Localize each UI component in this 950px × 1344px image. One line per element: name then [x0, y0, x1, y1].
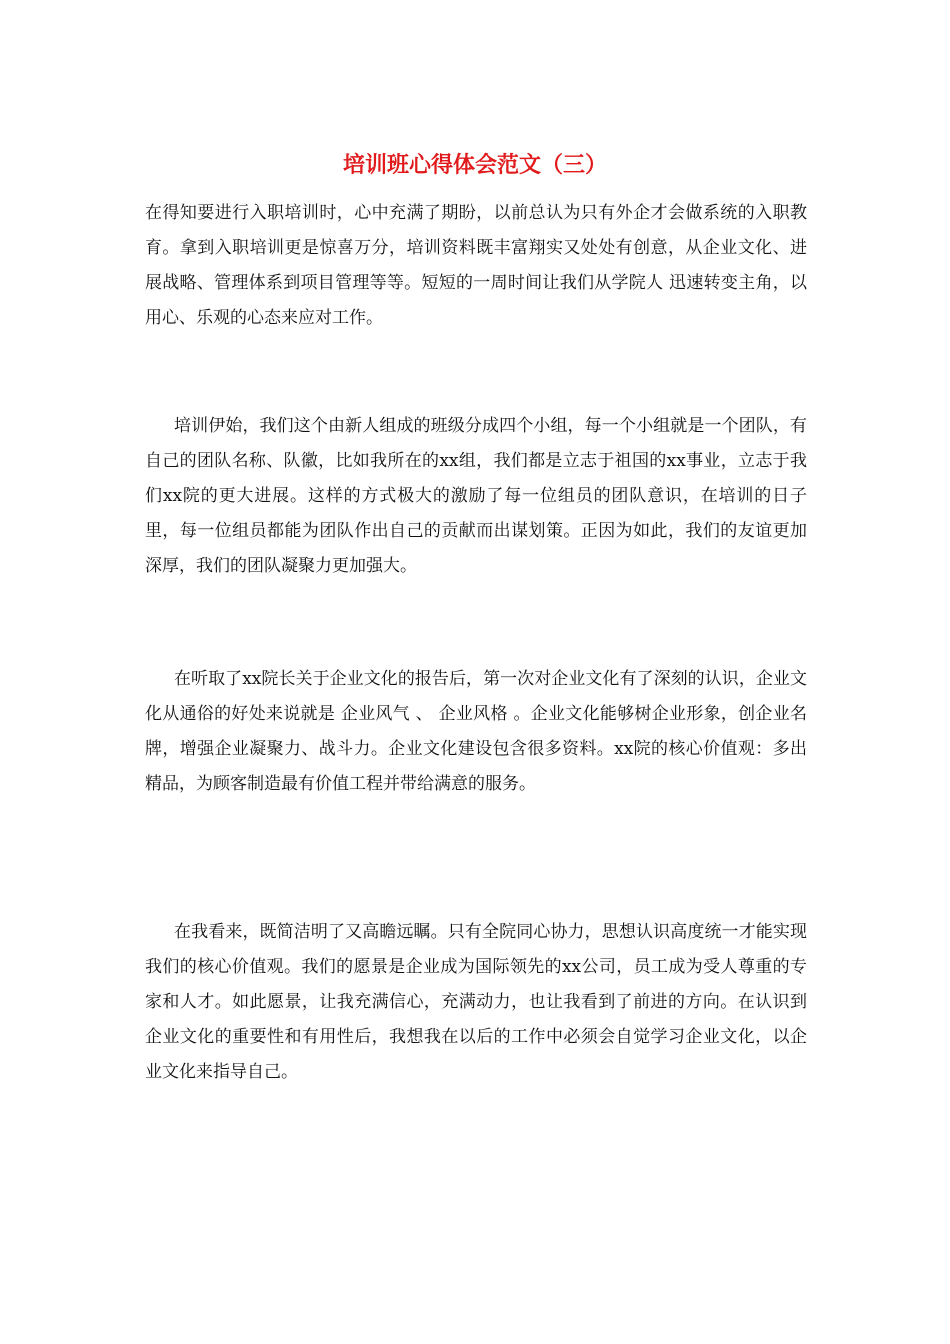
paragraph-1: 在得知要进行入职培训时，心中充满了期盼，以前总认为只有外企才会做系统的入职教育。拿到入职培训更是惊喜万分，培训资料既丰富翔实又处处有创意，从企业文化、进展战略、管理体系到项目管理等等。短短的一周时间让我们从学院人 迅速转变主角，以用心、乐观的心态来应对工作。 — [145, 203, 807, 328]
paragraph-4: 在我看来，既简洁明了又高瞻远瞩。只有全院同心协力，思想认识高度统一才能实现我们的核心价值观。我们的愿景是企业成为国际领先的xx公司，员工成为受人尊重的专家和人才。如此愿景，让我充满信心，充满动力，也让我看到了前进的方向。在认识到企业文化的重要性和有用性后，我想我在以后的工作中必须会自觉学习企业文化，以企业文化来指导自己。 — [145, 922, 807, 1082]
document-title: 培训班心得体会范文（三） — [342, 152, 607, 178]
paragraph-3: 在听取了xx院长关于企业文化的报告后，第一次对企业文化有了深刻的认识，企业文化从通俗的好处来说就是 企业风气 、 企业风格 。企业文化能够树企业形象，创企业名牌，增强企业凝聚力、战斗力。企业文化建设包含很多资料。xx院的核心价值观：多出精品，为顾客制造最有价值工程并带给满意的服务。 — [145, 669, 807, 794]
paragraph-2: 培训伊始，我们这个由新人组成的班级分成四个小组，每一个小组就是一个团队，有自己的团队名称、队徽，比如我所在的xx组，我们都是立志于祖国的xx事业，立志于我们xx院的更大进展。这样的方式极大的激励了每一位组员的团队意识，在培训的日子里，每一位组员都能为团队作出自己的贡献而出谋划策。正因为如此，我们的友谊更加深厚，我们的团队凝聚力更加强大。 — [145, 416, 807, 576]
